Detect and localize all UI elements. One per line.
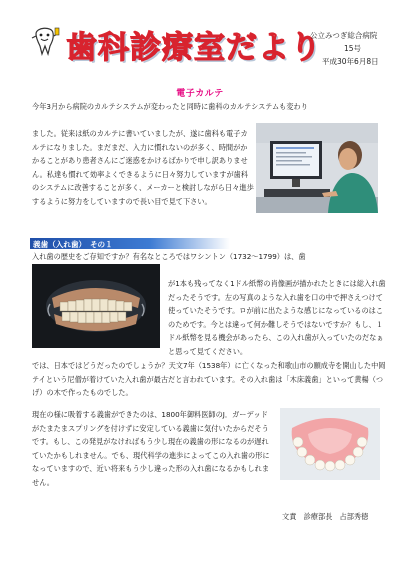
modern-denture-photo <box>280 408 380 480</box>
article-title-emr: 電子カルテ <box>176 89 224 99</box>
newsletter-masthead: 歯科診療室だより <box>66 30 322 66</box>
section-label-dentures: 義歯（入れ歯） その１ <box>33 239 113 249</box>
washington-denture-photo <box>32 264 160 348</box>
dentures-washington-text: が1本も残ってなく1ドル紙幣の肖像画が描かれたときには総入れ歯だったそうです。左の写真のような入れ歯を口の中で押さえつけて使っていたそうです。ロが前に出たような感じになっているのはこのためです。今とは違って何か難しそうではないですか？もし、１ドル紙幣を見る機会があったら、この入れ歯が入っていたのだなぁと思って見てください。 <box>168 279 386 356</box>
dentures-modern-text: 現在の様に吸着する義歯ができたのは、1800年御料医師のJ．ガーデッドがたまたまスプリングを付けずに安定している義歯に気付いたからだそうです。もし、この発見がなければもう少し現在の義歯の形になるのが遅れていたかもしれません。でも、現代科学の進歩によってこの入れ歯の形になっていますので、近い将来もう少し違った形の入れ歯になるかもしれません。 <box>32 410 270 487</box>
article-body: ました。従来は紙のカルテに書いていましたが、遂に歯科も電子カルテになりました。まだまだ、入力に慣れないのが多く、時間がかかることがあり患者さんにご迷惑をかけるばかりで申し訳ありません。私達も慣れて効率よくできるように日々努力していますが歯科のシステムに改善することが多く、メーカーと検討しながら日々進歩するように努力をしていますので長い目で見て下さい。 <box>32 129 254 206</box>
hospital-name: 公立みつぎ総合病院 <box>310 31 378 40</box>
dentures-intro: 入れ歯の歴史をご存知ですか？有名なところではワシントン（1732～1799）は、歯 <box>32 252 306 261</box>
dentures-japan-text: では、日本ではどうだったのでしょうか？天文7年（1538年）に亡くなった和歌山市の願成寺を開山した中岡テイという尼僧が着けていた入れ歯が最古だと言われています。その入れ歯は「木床義歯」といって黄楊（つげ）の木で作ったものでした。 <box>32 361 386 398</box>
doctor-at-computer-photo <box>256 123 378 213</box>
tooth-mascot-icon <box>30 24 60 56</box>
author-signature: 文責 診療部長 占部秀徳 <box>282 512 369 521</box>
article-lead: 今年3月から病院のカルテシステムが変わったと同時に歯科のカルテシステムも変わり <box>32 102 308 111</box>
issue-number: 15号 <box>344 44 362 53</box>
issue-date: 平成30年6月8日 <box>322 57 379 66</box>
